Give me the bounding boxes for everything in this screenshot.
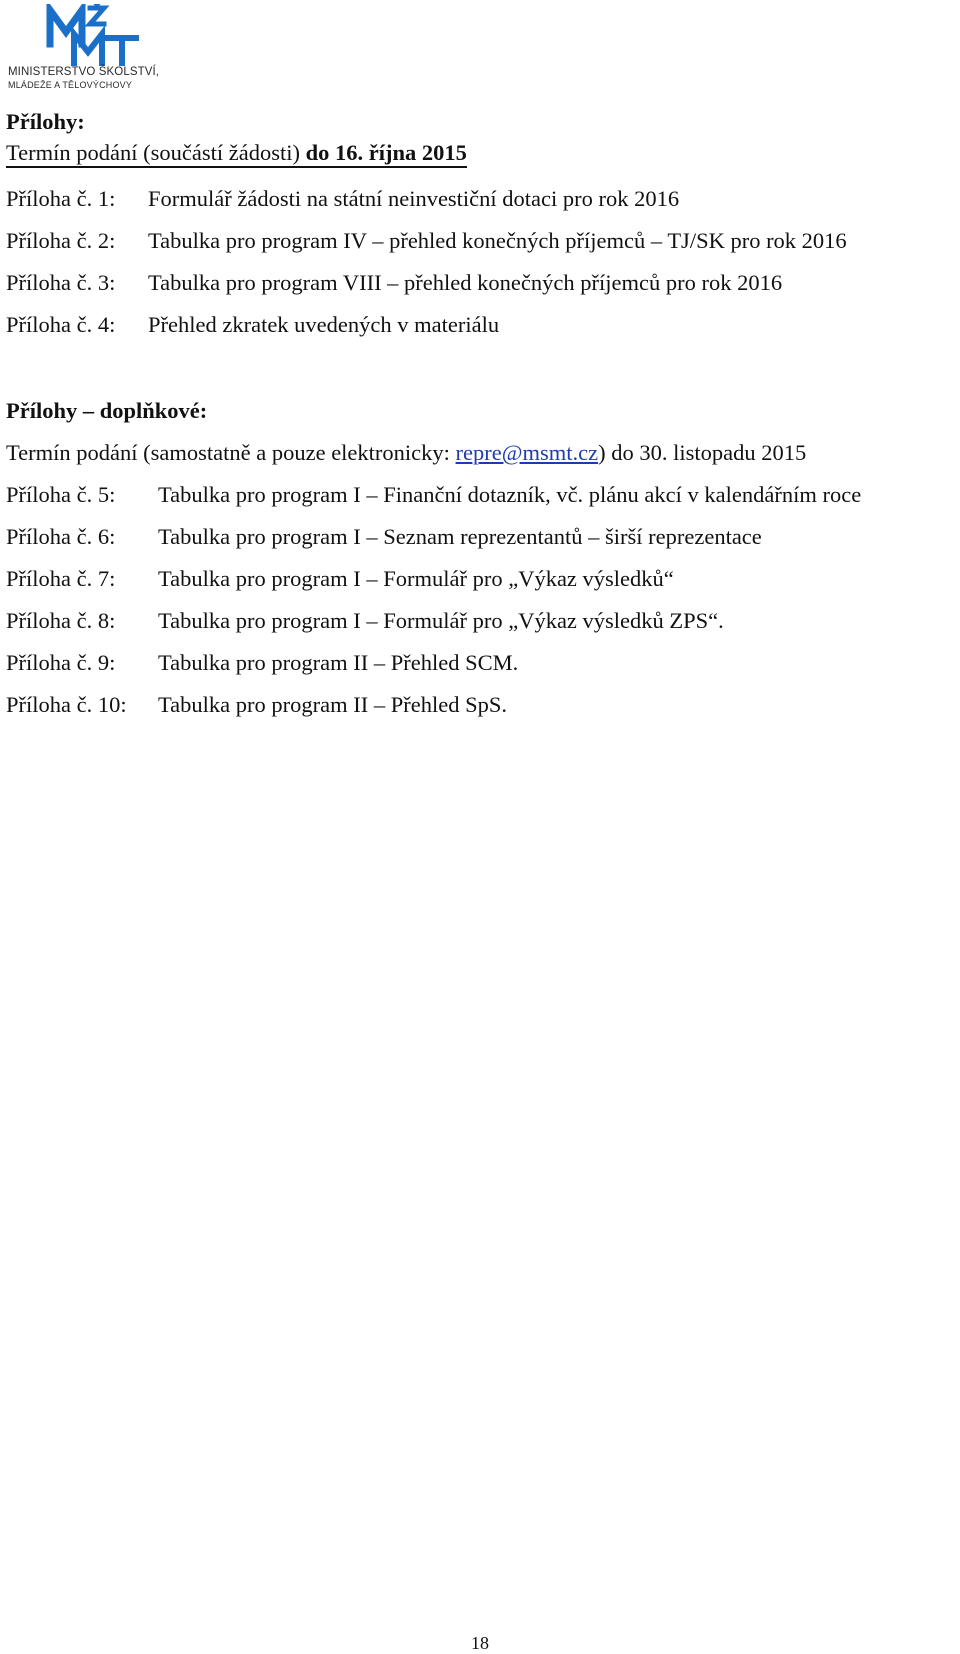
ministry-name-line2: MLÁDEŽE A TĚLOVÝCHOVY — [8, 80, 133, 90]
list-item — [6, 262, 956, 304]
item-label: Příloha č. 4: — [6, 312, 116, 337]
msmt-logo-mark — [8, 4, 148, 66]
item-label: Příloha č. 3: — [6, 270, 116, 295]
list-item — [6, 516, 956, 558]
list-item — [6, 600, 956, 642]
supplementary-deadline-suffix: ) do 30. listopadu 2015 — [598, 440, 807, 465]
item-text: Tabulka pro program IV – přehled konečných příjemců – TJ/SK pro rok 2016 — [148, 228, 847, 253]
item-label: Příloha č. 1: — [6, 186, 116, 211]
list-item — [6, 178, 956, 220]
deadline-date: do 16. října 2015 — [305, 140, 467, 165]
item-text: Tabulka pro program I – Formulář pro „Výkaz výsledků ZPS“. — [158, 608, 724, 633]
deadline-text — [6, 140, 467, 168]
item-text: Tabulka pro program II – Přehled SpS. — [158, 692, 507, 717]
item-text: Tabulka pro program I – Finanční dotazník, vč. plánu akcí v kalendářním roce — [158, 482, 862, 507]
item-text: Tabulka pro program II – Přehled SCM. — [158, 650, 519, 675]
list-item — [6, 220, 956, 262]
item-label: Příloha č. 6: — [6, 524, 116, 549]
ministry-name-line1: MINISTERSTVO ŠKOLSTVÍ, — [8, 66, 160, 78]
supplementary-attachments-heading: Přílohy – doplňkové: — [6, 398, 208, 423]
attachments-content — [6, 106, 956, 726]
section-spacer — [6, 346, 956, 390]
item-label: Příloha č. 8: — [6, 608, 116, 633]
item-label: Příloha č. 2: — [6, 228, 116, 253]
item-label: Příloha č. 5: — [6, 482, 116, 507]
page-number: 18 — [471, 1633, 489, 1653]
deadline-prefix: Termín podání (součástí žádosti) — [6, 140, 306, 165]
attachments-heading: Přílohy: — [6, 109, 85, 134]
supplementary-deadline — [6, 432, 956, 474]
list-item — [6, 558, 956, 600]
supplementary-deadline-prefix: Termín podání (samostatně a pouze elektronicky: — [6, 440, 456, 465]
item-label: Příloha č. 10: — [6, 692, 127, 717]
list-item — [6, 642, 956, 684]
attachments-list — [6, 178, 956, 346]
item-text: Přehled zkratek uvedených v materiálu — [148, 312, 500, 337]
item-text: Tabulka pro program I – Formulář pro „Výkaz výsledků“ — [158, 566, 674, 591]
list-item — [6, 304, 956, 346]
ministry-name — [8, 66, 159, 92]
ministry-logo — [8, 4, 192, 94]
item-text: Formulář žádosti na státní neinvestiční dotaci pro rok 2016 — [148, 186, 680, 211]
supplementary-attachments-list — [6, 474, 956, 726]
item-text: Tabulka pro program I – Seznam reprezentantů – širší reprezentace — [158, 524, 762, 549]
attachments-deadline — [6, 138, 956, 178]
list-item — [6, 474, 956, 516]
item-label: Příloha č. 7: — [6, 566, 116, 591]
list-item — [6, 684, 956, 726]
item-text: Tabulka pro program VIII – přehled konečných příjemců pro rok 2016 — [148, 270, 783, 295]
email-link[interactable]: repre@msmt.cz — [455, 440, 599, 465]
item-label: Příloha č. 9: — [6, 650, 116, 675]
